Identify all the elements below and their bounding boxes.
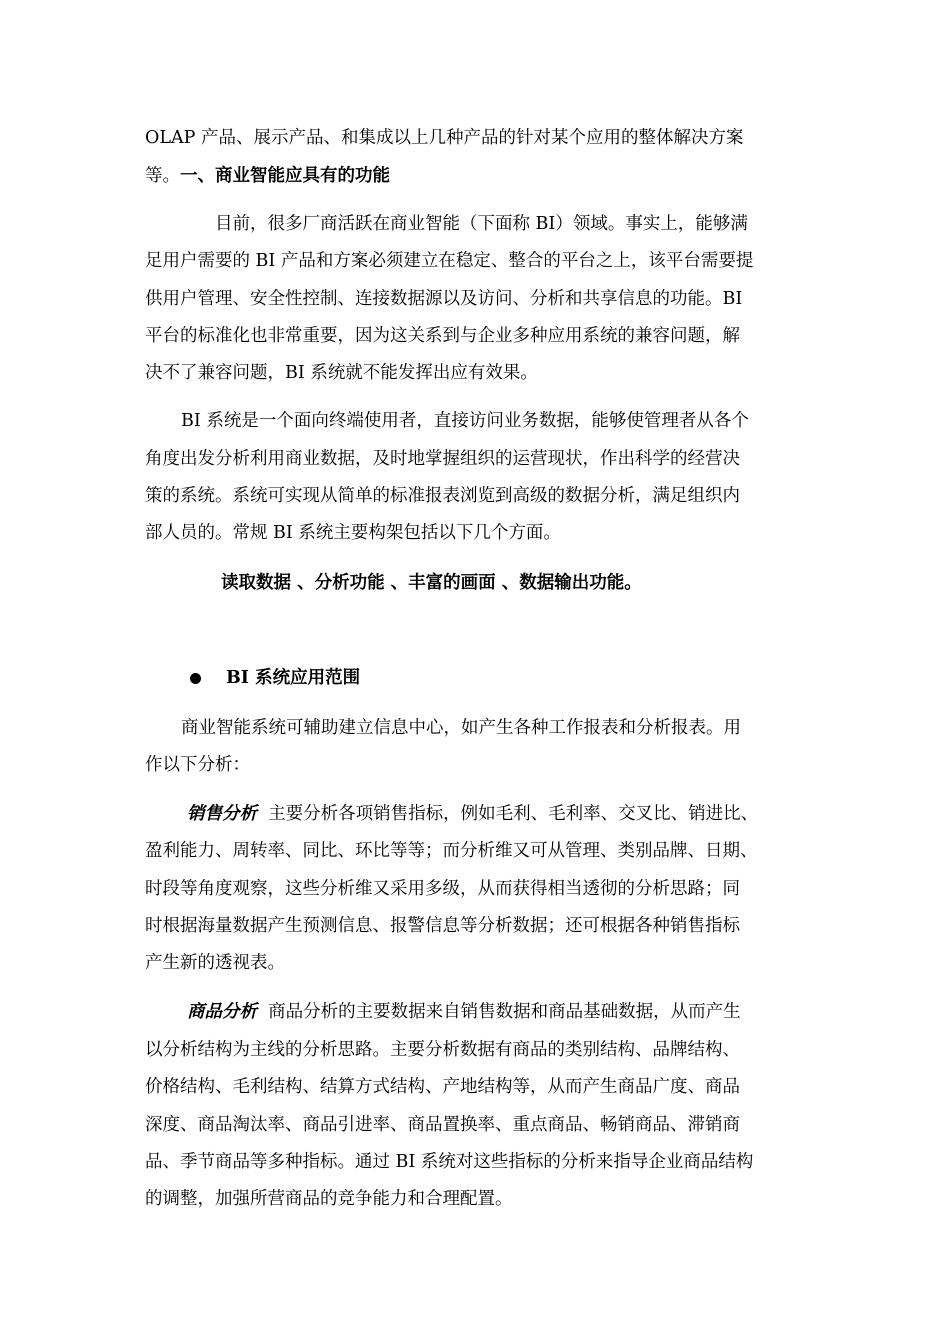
sales-line3: 时段等角度观察，这些分析维又采用多级，从而获得相当透彻的分析思路；同: [145, 879, 740, 899]
para2-line5: 决不了兼容问题，BI 系统就不能发挥出应有效果。: [145, 363, 538, 383]
functions-line: 读取数据 、分析功能 、丰富的画面 、数据输出功能。: [221, 573, 642, 593]
para3-line1: BI 系统是一个面向终端使用者，直接访问业务数据，能够使管理者从各个: [181, 411, 749, 431]
sales-line2: 盈利能力、周转率、同比、环比等等；而分析维又可从管理、类别品牌、日期、: [145, 841, 758, 861]
para1-line2: [145, 164, 390, 188]
sales-line1: [187, 802, 758, 826]
para2-line1: 目前，很多厂商活跃在商业智能（下面称 BI）领域。事实上，能够满: [215, 214, 748, 234]
goods-line5: 品、季节商品等多种指标。通过 BI 系统对这些指标的分析来指导企业商品结构: [145, 1152, 754, 1172]
para2-line3: 供用户管理、安全性控制、连接数据源以及访问、分析和共享信息的功能。BI: [145, 289, 743, 309]
para2-line2: 足用户需要的 BI 产品和方案必须建立在稳定、整合的平台之上，该平台需要提: [145, 251, 754, 271]
bullet-dot-icon: [190, 673, 201, 684]
sales-line4: 时根据海量数据产生预测信息、报警信息等分析数据；还可根据各种销售指标: [145, 916, 740, 936]
goods-line4: 深度、商品淘汰率、商品引进率、商品置换率、重点商品、畅销商品、滞销商: [145, 1115, 740, 1135]
para4-line1: 商业智能系统可辅助建立信息中心，如产生各种工作报表和分析报表。用: [181, 718, 741, 738]
goods-term: 商品分析: [187, 1002, 257, 1022]
sales-first-line-rest: 主要分析各项销售指标，例如毛利、毛利率、交叉比、销进比、: [268, 804, 759, 824]
sales-term: 销售分析: [187, 804, 257, 824]
para3-line2: 角度出发分析利用商业数据，及时地掌握组织的运营现状，作出科学的经营决: [145, 449, 740, 469]
goods-first-line-rest: 商品分析的主要数据来自销售数据和商品基础数据，从而产生: [268, 1002, 741, 1022]
para3-line3: 策的系统。系统可实现从简单的标准报表浏览到高级的数据分析，满足组织内: [145, 486, 740, 506]
para1-line1: OLAP 产品、展示产品、和集成以上几种产品的针对某个应用的整体解决方案: [145, 128, 744, 148]
goods-line3: 价格结构、毛利结构、结算方式结构、产地结构等，从而产生商品广度、商品: [145, 1077, 740, 1097]
goods-line6: 的调整，加强所营商品的竞争能力和合理配置。: [145, 1189, 513, 1209]
para2-line4: 平台的标准化也非常重要，因为这关系到与企业多种应用系统的兼容问题，解: [145, 326, 740, 346]
goods-line2: 以分析结构为主线的分析思路。主要分析数据有商品的类别结构、品牌结构、: [145, 1040, 740, 1060]
sales-line5: 产生新的透视表。: [145, 953, 285, 973]
para1-line2-text: 等。: [145, 166, 180, 186]
para3-line4: 部人员的。常规 BI 系统主要构架包括以下几个方面。: [145, 523, 561, 543]
bullet-heading: BI 系统应用范围: [226, 668, 361, 688]
section-heading: 一、商业智能应具有的功能: [180, 166, 390, 186]
goods-line1: [187, 1000, 741, 1024]
para4-line2: 作以下分析：: [145, 755, 250, 775]
